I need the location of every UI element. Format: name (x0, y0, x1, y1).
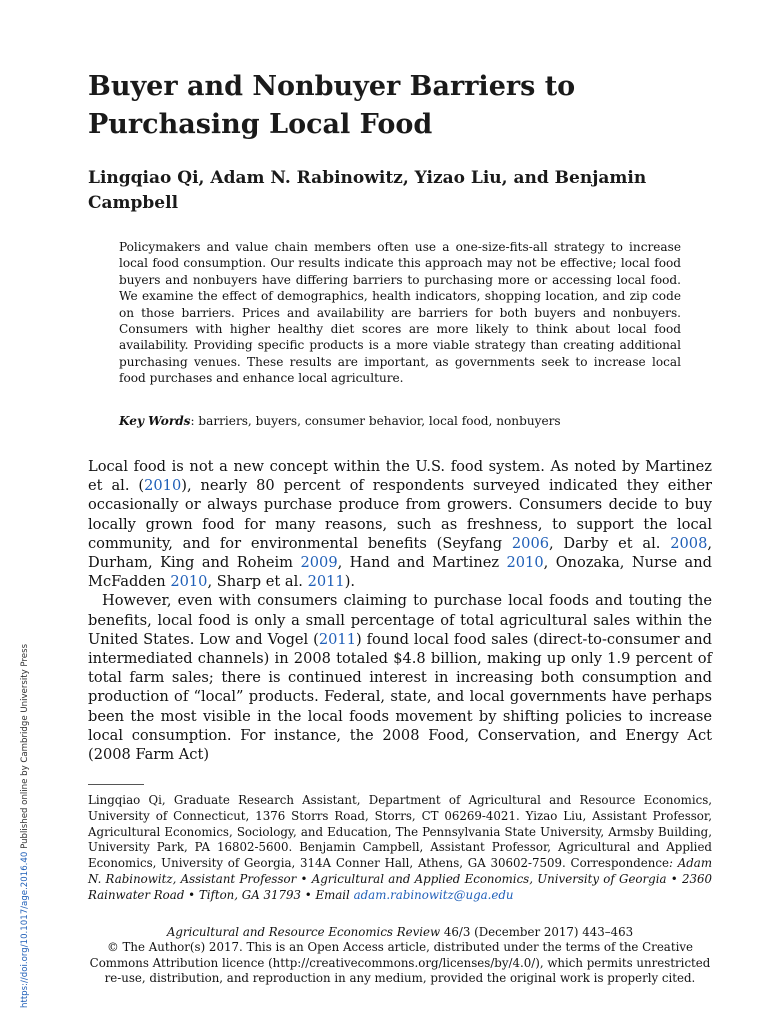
citation-link[interactable]: 2011 (307, 573, 345, 591)
body-text (88, 457, 712, 764)
paper-title: Buyer and Nonbuyer Barriers to Purchasing Local Food (88, 71, 576, 140)
abstract: Policymakers and value chain members often use a one-size-fits-all strategy to increase local food consumption. Our results indicate this approach may not be effective; local food buyers and nonbuyers have differing barriers to purchasing more or accessing local food. We examine the effect of demographics, health indicators, shopping location, and zip code on those barriers. Prices and availability are barriers for both buyers and nonbuyers. Consumers with higher healthy diet scores are more likely to think about local food availability. Providing specific products is a more viable strategy than creating additional purchasing venues. These results are important, as governments seek to increase local food purchases and enhance local agriculture. (119, 240, 681, 386)
keywords-colon: : (190, 414, 199, 428)
text-run: , Onozaka, Nurse and McFadden (88, 554, 713, 591)
text-run: ), nearly 80 percent of respondents surveyed indicated they either occasionally or always purchase produce from growers. Consumers decide to buy locally grown food for many reasons, such as freshness, to support the local community, and for environmental benefits (Seyfang (88, 477, 712, 552)
citation-link[interactable]: 2009 (300, 554, 338, 572)
citation-link[interactable]: 2008 (670, 534, 708, 552)
license-text: © The Author(s) 2017. This is an Open Access article, distributed under the terms of the Creative Commons Attribution licence (http://creativecommons.org/licenses/by/4.0/), which permits unrestricted re-use, distribution, and reproduction in any medium, provided the original work is properly cited. (89, 940, 711, 986)
text-run: , Sharp et al. (207, 573, 308, 591)
journal-issue: 46/3 (December 2017) 443–463 (440, 925, 634, 939)
text-run: ) found local food sales (direct-to-consumer and intermediated channels) in 2008 totaled $4.8 billion, making up only 1.9 percent of total farm sales; there is continued interest in increasing both consumption and production of “local” products. Federal, state, and local governments have perhaps been the most visible in the local foods movement by shifting policies to increase local consumption. For instance, the 2008 Food, Conservation, and Energy Act (2008 Farm Act) (88, 630, 712, 764)
doi-link[interactable]: https://doi.org/10.1017/age.2016.40 (20, 851, 30, 1008)
footnote-divider (88, 784, 144, 785)
author-list: Lingqiao Qi, Adam N. Rabinowitz, Yizao Liu, and Benjamin Campbell (88, 168, 647, 213)
journal-name: Agricultural and Resource Economics Review (166, 925, 441, 939)
doi-side-note (20, 644, 30, 1008)
text-run: ). (344, 573, 356, 591)
citation-link[interactable]: 2010 (506, 554, 544, 572)
email-link[interactable]: adam.rabinowitz@uga.edu (353, 887, 514, 902)
footnote-correspondence: : Adam N. Rabinowitz, Assistant Professor • Agricultural and Applied Economics, University of Georgia • 2360 Rainwater Road • Tifton, GA 31793 • Email (88, 856, 713, 902)
footnote-plain: Lingqiao Qi, Graduate Research Assistant, Department of Agricultural and Resource Economics, University of Connecticut, 1376 Storrs Road, Storrs, CT 06269-4021. Yizao Liu, Assistant Professor, Agricultural Economics, Sociology, and Education, The Pennsylvania State University, Armsby Building, University Park, PA 16802-5600. Benjamin Campbell, Assistant Professor, Agricultural and Applied Economics, University of Georgia, 314A Conner Hall, Athens, GA 30602-7509. Correspondence (88, 793, 712, 871)
journal-citation-block (88, 925, 712, 987)
published-online-text: Published online by Cambridge University Press (20, 643, 30, 852)
text-run: , Darby et al. (549, 534, 671, 552)
text-run: , Hand and Martinez (337, 554, 507, 572)
citation-link[interactable]: 2010 (144, 477, 182, 495)
citation-link[interactable]: 2010 (170, 573, 208, 591)
text-run: Local food is not a new concept within the U.S. food system. As noted by Martinez et al. ( (88, 458, 712, 495)
author-affiliation-footnote (88, 793, 712, 904)
text-run: , Durham, King and Roheim (88, 534, 712, 572)
citation-link[interactable]: 2006 (511, 534, 550, 552)
keywords-text: barriers, buyers, consumer behavior, local food, nonbuyers (198, 414, 561, 428)
body-paragraph-2 (88, 591, 712, 764)
citation-link[interactable]: 2011 (318, 630, 356, 648)
body-paragraph-1 (88, 457, 712, 591)
keywords (119, 413, 681, 429)
keywords-label: Key Words (119, 414, 191, 428)
text-run: However, even with consumers claiming to purchase local foods and touting the benefits, local food is only a small percentage of total agricultural sales within the United States. Low and Vogel ( (88, 592, 712, 648)
